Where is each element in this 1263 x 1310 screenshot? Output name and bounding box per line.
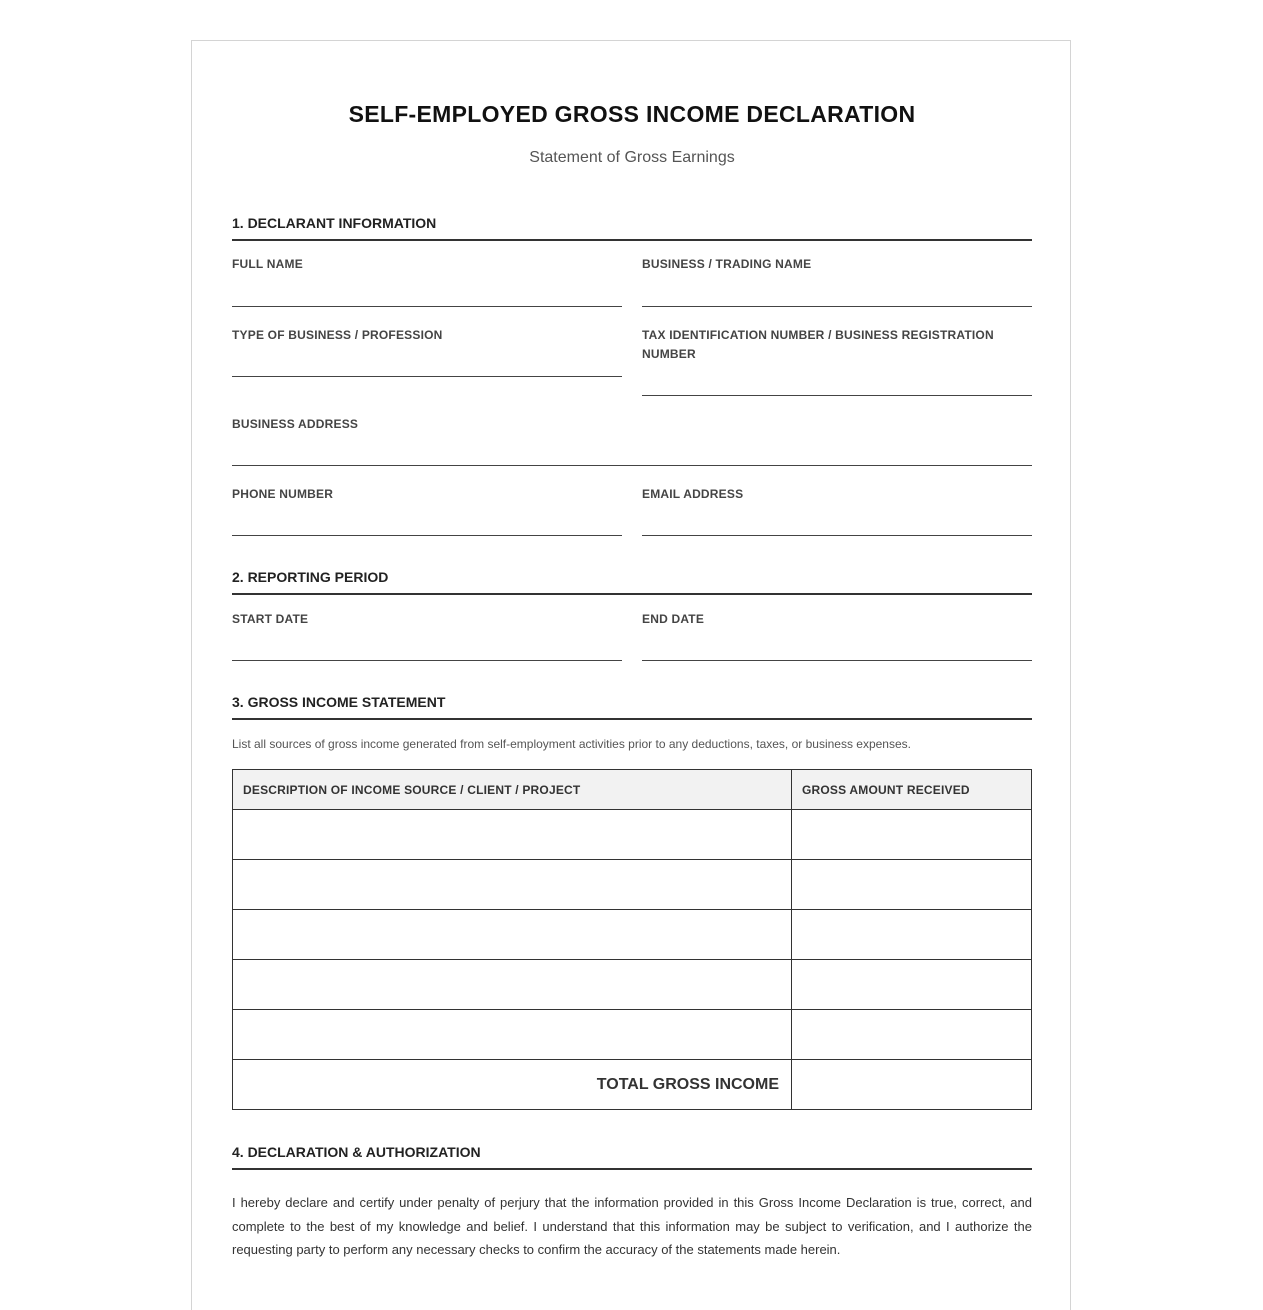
amount-cell[interactable] xyxy=(792,960,1032,1010)
email-label: EMAIL ADDRESS xyxy=(642,487,744,501)
section-heading-income: 3. GROSS INCOME STATEMENT xyxy=(232,694,1032,720)
phone-label: PHONE NUMBER xyxy=(232,487,334,501)
phone-field[interactable] xyxy=(232,485,622,536)
business-address-label: BUSINESS ADDRESS xyxy=(232,417,359,431)
table-row xyxy=(233,860,1032,910)
description-cell[interactable] xyxy=(233,810,792,860)
full-name-line xyxy=(232,306,622,307)
end-date-line xyxy=(642,660,1032,661)
amount-cell[interactable] xyxy=(792,1010,1032,1060)
document-subtitle: Statement of Gross Earnings xyxy=(529,149,735,166)
full-name-field[interactable] xyxy=(232,255,622,307)
business-name-label: BUSINESS / TRADING NAME xyxy=(642,257,812,271)
email-line xyxy=(642,535,1032,536)
description-cell[interactable] xyxy=(233,960,792,1010)
document-page xyxy=(191,40,1071,1310)
column-header-description: DESCRIPTION OF INCOME SOURCE / CLIENT / PROJECT xyxy=(233,770,792,810)
description-cell[interactable] xyxy=(233,910,792,960)
start-date-field[interactable] xyxy=(232,610,622,661)
section-heading-period: 2. REPORTING PERIOD xyxy=(232,569,1032,595)
table-row xyxy=(233,1010,1032,1060)
start-date-line xyxy=(232,660,622,661)
total-row xyxy=(233,1060,1032,1110)
business-address-field[interactable] xyxy=(232,415,1032,466)
table-row xyxy=(233,810,1032,860)
business-name-line xyxy=(642,306,1032,307)
document-title: SELF-EMPLOYED GROSS INCOME DECLARATION xyxy=(348,101,916,127)
section-heading-declarant: 1. DECLARANT INFORMATION xyxy=(232,215,1032,241)
end-date-field[interactable] xyxy=(642,610,1032,661)
total-gross-income-cell[interactable] xyxy=(792,1060,1032,1110)
description-cell[interactable] xyxy=(233,1010,792,1060)
business-name-field[interactable] xyxy=(642,255,1032,307)
amount-cell[interactable] xyxy=(792,810,1032,860)
table-row xyxy=(233,960,1032,1010)
table-header-row xyxy=(233,770,1032,810)
phone-line xyxy=(232,535,622,536)
section-heading-declaration: 4. DECLARATION & AUTHORIZATION xyxy=(232,1144,1032,1170)
income-instructions: List all sources of gross income generated from self-employment activities prior to any deductions, taxes, or business expenses. xyxy=(232,737,911,751)
tax-id-field[interactable] xyxy=(642,326,1032,396)
business-type-label: TYPE OF BUSINESS / PROFESSION xyxy=(232,328,443,342)
full-name-label: FULL NAME xyxy=(232,257,303,271)
tax-id-line xyxy=(642,395,1032,396)
tax-id-label: TAX IDENTIFICATION NUMBER / BUSINESS REGISTRATION NUMBER xyxy=(642,328,994,361)
email-field[interactable] xyxy=(642,485,1032,536)
income-table xyxy=(232,769,1032,1110)
business-type-line xyxy=(232,376,622,377)
business-type-field[interactable] xyxy=(232,326,622,377)
business-address-line xyxy=(232,465,1032,466)
start-date-label: START DATE xyxy=(232,612,309,626)
amount-cell[interactable] xyxy=(792,910,1032,960)
end-date-label: END DATE xyxy=(642,612,705,626)
column-header-amount: GROSS AMOUNT RECEIVED xyxy=(792,770,1032,810)
total-gross-income-label: TOTAL GROSS INCOME xyxy=(233,1060,792,1110)
table-row xyxy=(233,910,1032,960)
description-cell[interactable] xyxy=(233,860,792,910)
declaration-text: I hereby declare and certify under penalty of perjury that the information provided in this Gross Income Declaration is true, correct, and complete to the best of my knowledge and belief. I understand that this information may be subject to verification, and I authorize the requesting party to perform any necessary checks to confirm the accuracy of the statements made herein. xyxy=(232,1195,1032,1257)
amount-cell[interactable] xyxy=(792,860,1032,910)
